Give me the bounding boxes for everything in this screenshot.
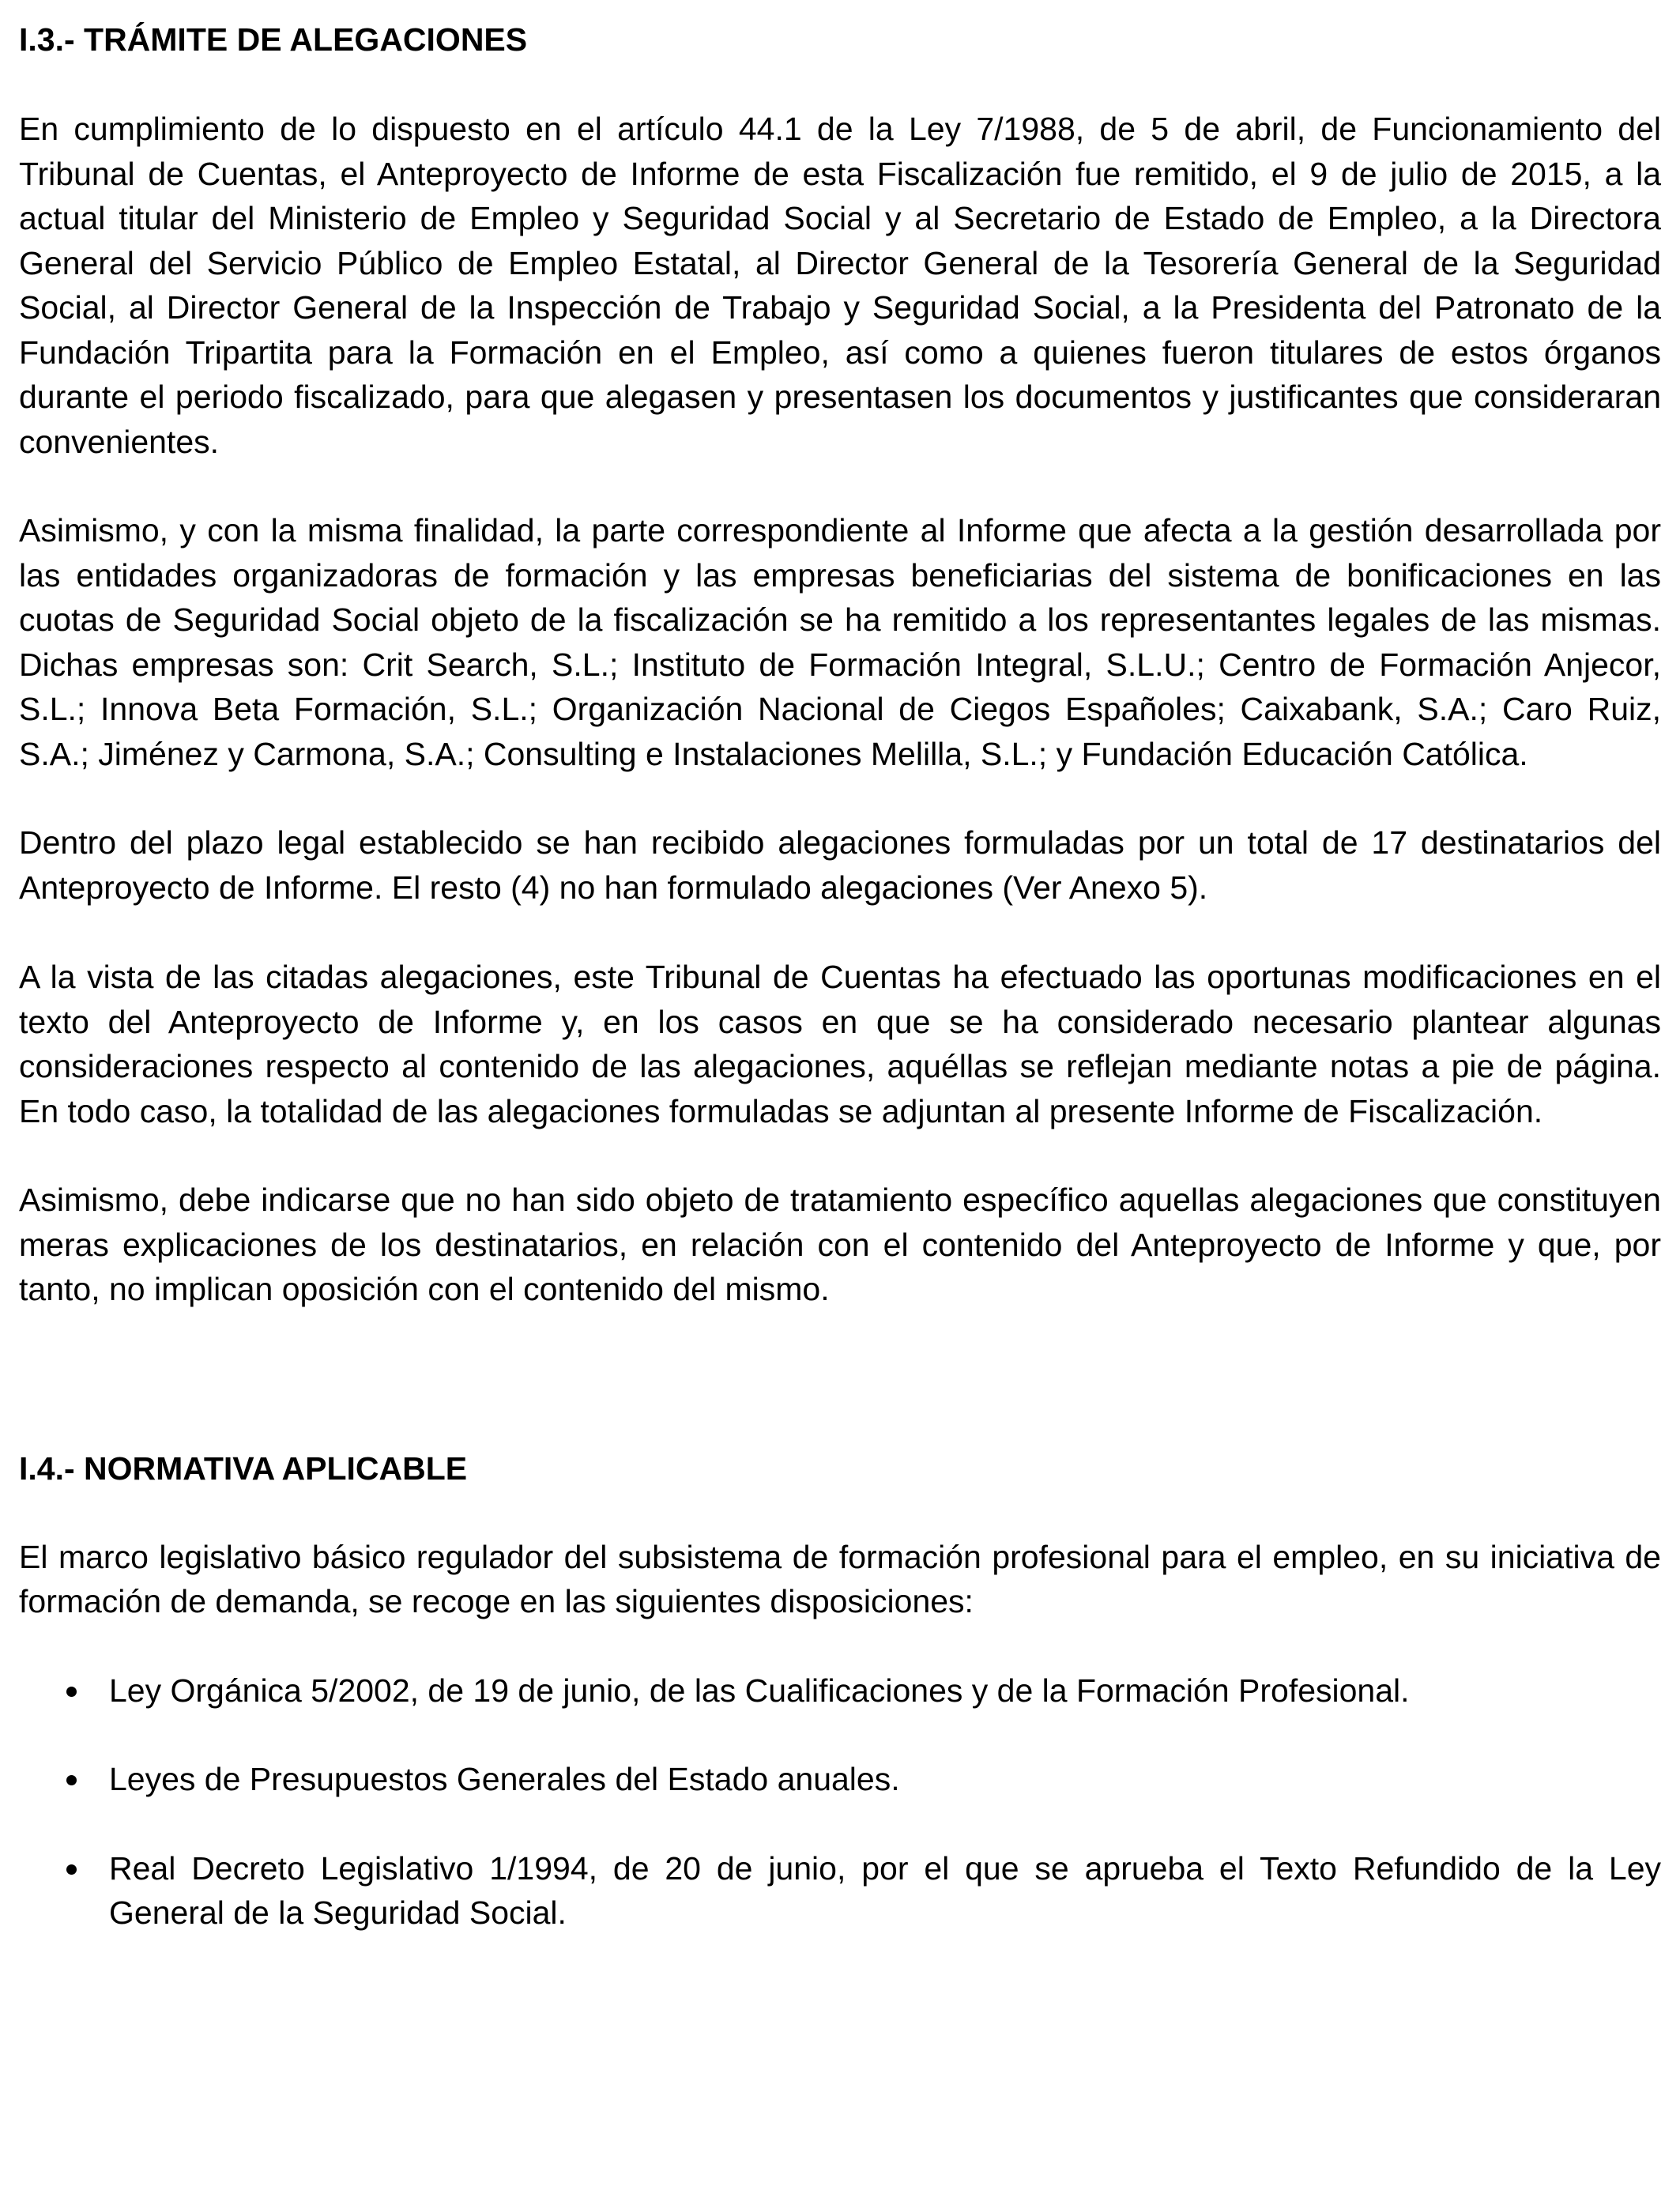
bullet-list xyxy=(19,1668,1661,1936)
bullet-icon xyxy=(66,1775,77,1785)
section-normativa-aplicable xyxy=(19,1446,1661,1936)
bullet-icon xyxy=(66,1864,77,1875)
list-item-text: Real Decreto Legislativo 1/1994, de 20 de junio, por el que se aprueba el Texto Refundido de la Ley General de la Seguridad Social. xyxy=(109,1849,1661,1931)
list-item-text: Leyes de Presupuestos Generales del Estado anuales. xyxy=(109,1761,900,1797)
paragraph: Asimismo, y con la misma finalidad, la parte correspondiente al Informe que afecta a la gestión desarrollada por las entidades organizadoras de formación y las empresas beneficiarias del sistema de bonificaciones en las cuotas de Seguridad Social objeto de la fiscalización se ha remitido a los representantes legales de las mismas. Dichas empresas son: Crit Search, S.L.; Instituto de Formación Integral, S.L.U.; Centro de Formación Anjecor, S.L.; Innova Beta Formación, S.L.; Organización Nacional de Ciegos Españoles; Caixabank, S.A.; Caro Ruiz, S.A.; Jiménez y Carmona, S.A.; Consulting e Instalaciones Melilla, S.L.; y Fundación Educación Católica. xyxy=(19,512,1661,772)
list-item xyxy=(19,1668,1661,1713)
section-heading: I.3.- TRÁMITE DE ALEGACIONES xyxy=(19,21,528,58)
list-item-text: Ley Orgánica 5/2002, de 19 de junio, de las Cualificaciones y de la Formación Profesional. xyxy=(109,1672,1410,1709)
document-page xyxy=(19,17,1661,1936)
paragraph: En cumplimiento de lo dispuesto en el artículo 44.1 de la Ley 7/1988, de 5 de abril, de Funcionamiento del Tribunal de Cuentas, el Anteproyecto de Informe de esta Fiscalización fue remitido, el 9 de julio de 2015, a la actual titular del Ministerio de Empleo y Seguridad Social y al Secretario de Estado de Empleo, a la Directora General del Servicio Público de Empleo Estatal, al Director General de la Tesorería General de la Seguridad Social, al Director General de la Inspección de Trabajo y Seguridad Social, a la Presidenta del Patronato de la Fundación Tripartita para la Formación en el Empleo, así como a quienes fueron titulares de estos órganos durante el periodo fiscalizado, para que alegasen y presentasen los documentos y justificantes que consideraran convenientes. xyxy=(19,111,1661,460)
section-heading: I.4.- NORMATIVA APLICABLE xyxy=(19,1449,468,1487)
list-item xyxy=(19,1757,1661,1802)
paragraph: Dentro del plazo legal establecido se han recibido alegaciones formuladas por un total de 17 destinatarios del Anteproyecto de Informe. El resto (4) no han formulado alegaciones (Ver Anexo 5). xyxy=(19,824,1661,906)
paragraph: Asimismo, debe indicarse que no han sido objeto de tratamiento específico aquellas alegaciones que constituyen meras explicaciones de los destinatarios, en relación con el contenido del Anteproyecto de Informe y que, por tanto, no implican oposición con el contenido del mismo. xyxy=(19,1182,1661,1307)
bullet-icon xyxy=(66,1687,77,1697)
paragraph: El marco legislativo básico regulador del subsistema de formación profesional para el empleo, en su iniciativa de formación de demanda, se recoge en las siguientes disposiciones: xyxy=(19,1538,1661,1619)
list-item xyxy=(19,1846,1661,1936)
section-tramite-alegaciones xyxy=(19,17,1661,1312)
paragraph: A la vista de las citadas alegaciones, este Tribunal de Cuentas ha efectuado las oportunas modificaciones en el texto del Anteproyecto de Informe y, en los casos en que se ha considerado necesario plantear algunas consideraciones respecto al contenido de las alegaciones, aquéllas se reflejan mediante notas a pie de página. En todo caso, la totalidad de las alegaciones formuladas se adjuntan al presente Informe de Fiscalización. xyxy=(19,959,1661,1129)
